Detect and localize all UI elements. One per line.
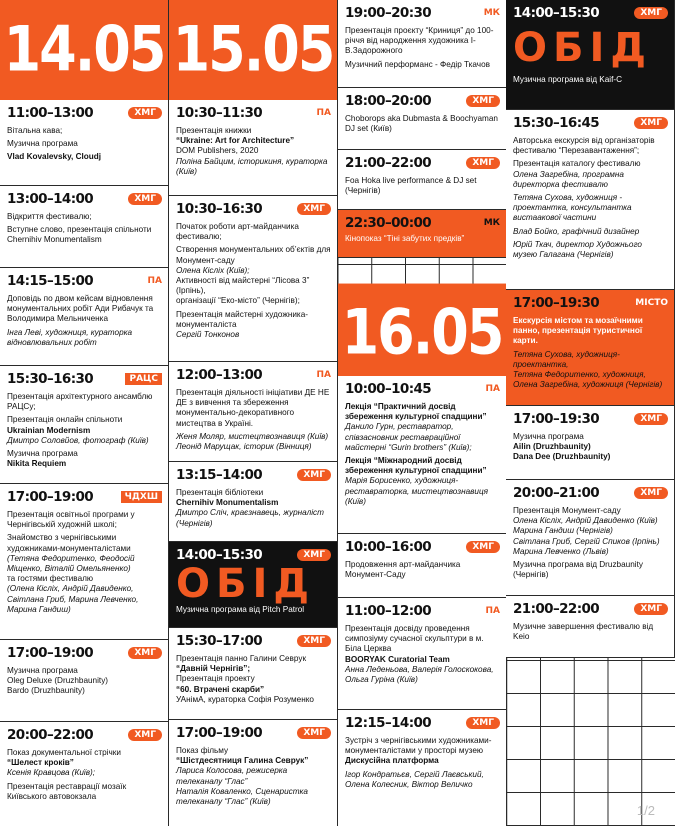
- event-text: “Шістдесятниця Галина Севрук”: [176, 756, 309, 766]
- event-text: Доповідь по двом кейсам відновлення монументальних робіт Ади Рибачук та Володимира Мельниченка: [7, 294, 154, 324]
- event-text: BOORYAK Curatorial Team: [345, 654, 450, 664]
- event-card: [0, 366, 169, 484]
- lunch-card: [169, 542, 338, 628]
- event-text: Влад Бойко, графічний дизайнер: [513, 226, 640, 236]
- event-text: Дискусійна платформа: [345, 756, 439, 766]
- venue-tag: ХМГ: [297, 549, 331, 561]
- event-card: [169, 628, 338, 720]
- event-time: 19:00–20:30: [345, 5, 432, 21]
- venue-tag: ХМГ: [297, 469, 331, 481]
- event-text: Вітальна кава;: [7, 126, 63, 135]
- venue-tag: ХМГ: [297, 203, 331, 215]
- event-time: 17:00–19:00: [7, 645, 94, 661]
- date-heading: 14.05: [0, 0, 169, 108]
- event-text: Музичний перформанс - Федір Ткачов: [345, 59, 490, 69]
- event-text: Музична програма від Druzbaunity (Чернігів): [513, 560, 643, 580]
- event-time: 21:00–22:00: [345, 155, 432, 171]
- event-card: [169, 362, 338, 462]
- event-card: [506, 110, 675, 290]
- event-text: Презентація книжки: [176, 126, 252, 135]
- event-text: Презентація діяльності ініціативи ДЕ НЕ ДЕ з вивчення та збереження монументально-декоративного мистецтва в Україні.: [176, 388, 330, 428]
- event-time: 10:00–16:00: [345, 539, 432, 555]
- event-text: DOM Publishers, 2020: [176, 146, 259, 156]
- event-text: Vlad Kovalevsky, Cloudj: [7, 152, 102, 162]
- event-text: Анна Леденьова, Валерія Голоскокова, Ольга Гуріна (Київ): [345, 664, 494, 685]
- event-text: Музична програма: [7, 139, 78, 149]
- event-text: Олена Загребіна, художниця (Чернігів): [513, 380, 663, 390]
- venue-tag: ПА: [485, 384, 500, 394]
- event-text: Oleg Deluxe (Druzhbaunity): [7, 676, 109, 686]
- event-text: Марія Борисенко, художниця-реставраторка, мистецтвознавиця (Київ): [345, 476, 489, 506]
- event-card: [338, 710, 507, 826]
- event-text: УАнімА, кураторка Софія Розуменко: [176, 694, 314, 704]
- event-text: Марина Левченко (Львів): [513, 546, 609, 556]
- event-text: Вступне слово, презентація спільноти Chernihiv Monumentalism: [7, 225, 152, 245]
- event-time: 17:00–19:30: [513, 295, 600, 311]
- event-text: Показ документальної стрічки: [7, 748, 121, 757]
- event-card: [506, 596, 675, 658]
- event-text: Леонід Марущак, історик (Вінниця): [176, 442, 312, 452]
- event-time: 17:00–19:00: [176, 725, 263, 741]
- date-heading: 16.05: [338, 284, 507, 383]
- event-time: 14:15–15:00: [7, 273, 94, 289]
- venue-tag: ПА: [485, 606, 500, 616]
- event-text: (Тетяна Федоритенко, Феодосій Міщенко, Віталій Омельяненко): [7, 553, 135, 574]
- event-time: 10:00–10:45: [345, 381, 432, 397]
- venue-tag: ХМГ: [634, 117, 668, 129]
- event-time: 15:30–16:30: [7, 371, 94, 387]
- event-card: [338, 376, 507, 534]
- event-text: Презентація онлайн спільноти: [7, 415, 123, 425]
- event-text: Світлана Гриб, Сергій Спиков (Ірпінь): [513, 536, 660, 546]
- event-text: Активності від майстерні “Лісова 3” (Ірпінь),: [176, 276, 310, 296]
- event-text: Зустріч з чернігівськими художниками-монументалістами у просторі музею: [345, 736, 492, 756]
- event-time: 15:30–17:00: [176, 633, 263, 649]
- event-text: Женя Моляр, мистецтвознавиця (Київ): [176, 431, 329, 441]
- venue-tag: РАЦС: [125, 373, 162, 385]
- column-day-2-continued: [338, 0, 507, 826]
- event-text: Олена Кісліх, Андрій Давиденко (Київ): [513, 516, 658, 526]
- venue-tag: ХМГ: [297, 727, 331, 739]
- event-text: Продовження арт-майданчика Монумент-Саду: [345, 560, 461, 580]
- event-text: “Давній Чернігів”;: [176, 664, 251, 674]
- event-text: Nikita Requiem: [7, 459, 67, 469]
- venue-tag: ХМГ: [634, 487, 668, 499]
- event-time: 11:00–13:00: [7, 105, 94, 121]
- event-text: Презентація реставрації мозаїк Київського автовокзала: [7, 781, 127, 801]
- event-text: Презентація проекту: [176, 674, 255, 684]
- column-day-3-continued: [506, 0, 675, 826]
- event-card: [338, 150, 507, 210]
- event-card: [0, 268, 169, 366]
- event-text: Марина Гандиш (Чернігів): [513, 526, 613, 536]
- event-text: Знайомство з чернігівськими художниками-монументалістами: [7, 533, 131, 553]
- event-text: Тетяна Сухова, художниця-проектантка,: [513, 349, 620, 369]
- venue-tag: ХМГ: [466, 95, 500, 107]
- event-text: Кінопоказ “Тіні забутих предків”: [345, 234, 465, 243]
- event-text: Презентація каталогу фестивалю: [513, 159, 641, 169]
- event-time: 14:00–15:30: [513, 5, 600, 21]
- venue-tag: ХМГ: [466, 157, 500, 169]
- venue-tag: ХМГ: [634, 7, 668, 19]
- event-card: [0, 186, 169, 268]
- lunch-label: ОБІД: [176, 561, 315, 607]
- event-card: [0, 640, 169, 722]
- venue-tag: ПА: [316, 370, 331, 380]
- venue-tag: ПА: [147, 276, 162, 286]
- event-time: 12:15–14:00: [345, 715, 432, 731]
- event-card: [169, 720, 338, 826]
- event-text: Наталія Коваленко, Сценаристка телеканалу “Глас” (Київ): [176, 786, 308, 807]
- event-text: Юрій Ткач, директор Художнього музею Галагана (Чернігів): [513, 239, 642, 260]
- event-text: Початок роботи арт-майданчика фестивалю;: [176, 222, 299, 242]
- event-text: (Олена Кісліх, Андрій Давиденко, Світлана Гриб, Марина Левченко, Марина Гандиш): [7, 584, 139, 614]
- event-text: Ксенія Кравцова (Київ);: [7, 768, 96, 778]
- event-text: Сергій Тонконов: [176, 330, 240, 340]
- event-text: Олена Загребіна, програмна директорка фестивалю: [513, 169, 624, 189]
- event-text: Екскурсія містом та мозаїчними панно, презентація туристичної карти.: [513, 316, 643, 346]
- venue-tag: ХМГ: [466, 717, 500, 729]
- event-text: Музична програма від Pitch Patrol: [176, 605, 305, 614]
- column-day-1: [0, 0, 169, 826]
- event-text: організації “Еко-місто” (Чернігів);: [176, 296, 300, 306]
- event-text: Dana Dee (Druzhbaunity): [513, 452, 611, 462]
- event-text: Choborops aka Dubmasta & Boochyaman DJ set (Київ): [345, 114, 498, 134]
- event-time: 17:00–19:30: [513, 411, 600, 427]
- event-text: Презентація бібліотеки: [176, 488, 264, 497]
- event-time: 21:00–22:00: [513, 601, 600, 617]
- event-text: Ігор Кондратьєв, Сергій Лаєвський, Олена Колесник, Віктор Величко: [345, 769, 484, 789]
- event-card: [506, 290, 675, 406]
- event-text: Презентація досвіду проведення симпозіуму сучасної скульптури в м. Біла Церква: [345, 624, 484, 654]
- event-text: Bardo (Druzhbaunity): [7, 686, 85, 696]
- event-text: Foa Hoka live performance & DJ set (Чернігів): [345, 176, 477, 196]
- event-card: [169, 196, 338, 362]
- event-card: [338, 210, 507, 258]
- event-text: Презентація панно Галини Севрук: [176, 654, 307, 663]
- event-text: Музичне завершення фестивалю від Keio: [513, 622, 654, 642]
- venue-tag: ХМГ: [634, 413, 668, 425]
- event-card: [169, 100, 338, 196]
- venue-tag: ХМГ: [128, 647, 162, 659]
- event-text: Тетяна Сухова, художниця - проектантка, консультантка вистаакової частини: [513, 193, 632, 223]
- event-card: [169, 462, 338, 542]
- event-text: Музична програма: [7, 449, 78, 459]
- event-text: “Ukraine: Art for Architecture”: [176, 136, 295, 146]
- event-time: 14:00–15:30: [176, 547, 263, 563]
- event-card: [338, 598, 507, 710]
- event-text: Музична програма: [513, 432, 584, 441]
- event-text: Відкриття фестивалю;: [7, 212, 92, 221]
- venue-tag: ХМГ: [128, 729, 162, 741]
- lunch-card: [506, 0, 675, 110]
- event-text: Тетяна Федоритенко, художниця,: [513, 370, 646, 380]
- event-text: Презентація Монумент-саду: [513, 506, 621, 515]
- venue-tag: ХМГ: [128, 193, 162, 205]
- event-text: Музична програма від Kaif-C: [513, 75, 623, 84]
- event-time: 17:00–19:00: [7, 489, 94, 505]
- event-text: Дмитро Сліч, краєзнавець, журналіст (Чернігів): [176, 508, 324, 528]
- event-time: 13:15–14:00: [176, 467, 263, 483]
- venue-tag: ХМГ: [634, 603, 668, 615]
- event-text: Створення монументальних об’єктів для Монумент-саду: [176, 245, 331, 265]
- event-text: Інга Леві, художниця, кураторка відновлювальних робіт: [7, 327, 133, 347]
- event-card: [0, 484, 169, 640]
- venue-tag: ХМГ: [128, 107, 162, 119]
- venue-tag: ХМГ: [297, 635, 331, 647]
- event-time: 20:00–22:00: [7, 727, 94, 743]
- date-heading: 15.05: [169, 0, 338, 108]
- event-text: та гостями фестивалю: [7, 574, 94, 584]
- event-text: Chernihiv Monumentalism: [176, 498, 279, 508]
- column-day-2: [169, 0, 338, 826]
- event-text: Дмитро Соловйов, фотограф (Київ): [7, 435, 149, 445]
- event-time: 18:00–20:00: [345, 93, 432, 109]
- venue-tag: МК: [483, 218, 500, 228]
- event-text: Авторська екскурсія від організаторів фестивалю “Перезавантаження”;: [513, 136, 655, 156]
- event-card: [338, 0, 507, 88]
- event-text: Ukrainian Modernism: [7, 425, 91, 435]
- event-card: [338, 534, 507, 598]
- event-time: 10:30–16:30: [176, 201, 263, 217]
- event-text: Лекція “Міжнародний досвід збереження культурної спадщини”: [345, 456, 487, 476]
- page-indicator: 1/2: [636, 803, 655, 818]
- venue-tag: ХМГ: [466, 541, 500, 553]
- event-text: “Шелест кроків”: [7, 758, 74, 768]
- event-time: 20:00–21:00: [513, 485, 600, 501]
- event-time: 13:00–14:00: [7, 191, 94, 207]
- lunch-label: ОБІД: [513, 25, 652, 71]
- event-text: Презентація освітньої програми у Чернігівській художній школі;: [7, 510, 135, 530]
- event-text: Презентація архітектурного ансамблю РАЦСу;: [7, 392, 153, 412]
- event-card: [0, 722, 169, 826]
- venue-tag: МІСТО: [635, 298, 668, 308]
- event-time: 11:00–12:00: [345, 603, 432, 619]
- event-time: 12:00–13:00: [176, 367, 263, 383]
- event-text: Олена Кісліх (Київ);: [176, 265, 250, 275]
- event-text: Лариса Колосова, режисерка телеканалу “Глас”: [176, 766, 288, 786]
- event-card: [338, 88, 507, 150]
- event-time: 22:30–00:00: [345, 215, 432, 231]
- event-text: Данило Гурн, реставратор, співзасновник реставраційної майстерні “Gurin brothers” (Київ);: [345, 422, 472, 452]
- venue-tag: ЧДХШ: [121, 491, 162, 503]
- event-text: Ailin (Druzhbaunity): [513, 442, 591, 452]
- event-card: [506, 480, 675, 596]
- event-text: Презентація майстерні художника-монументаліста: [176, 309, 308, 329]
- event-time: 10:30–11:30: [176, 105, 263, 121]
- event-text: Поліна Байцим, історикиня, кураторка (Київ): [176, 156, 328, 176]
- event-card: [506, 406, 675, 480]
- event-card: [0, 100, 169, 186]
- event-text: “60. Втрачені скарби”: [176, 684, 265, 694]
- event-text: Показ фільму: [176, 746, 229, 755]
- event-time: 15:30–16:45: [513, 115, 600, 131]
- venue-tag: ПА: [316, 108, 331, 118]
- event-text: Презентація проєкту “Криниця” до 100-річчя від народження художника І-В.Задорожного: [345, 26, 494, 56]
- event-text: Музична програма: [7, 666, 78, 675]
- event-text: Лекція “Практичний досвід збереження культурної спадщини”: [345, 402, 487, 422]
- venue-tag: МК: [483, 8, 500, 18]
